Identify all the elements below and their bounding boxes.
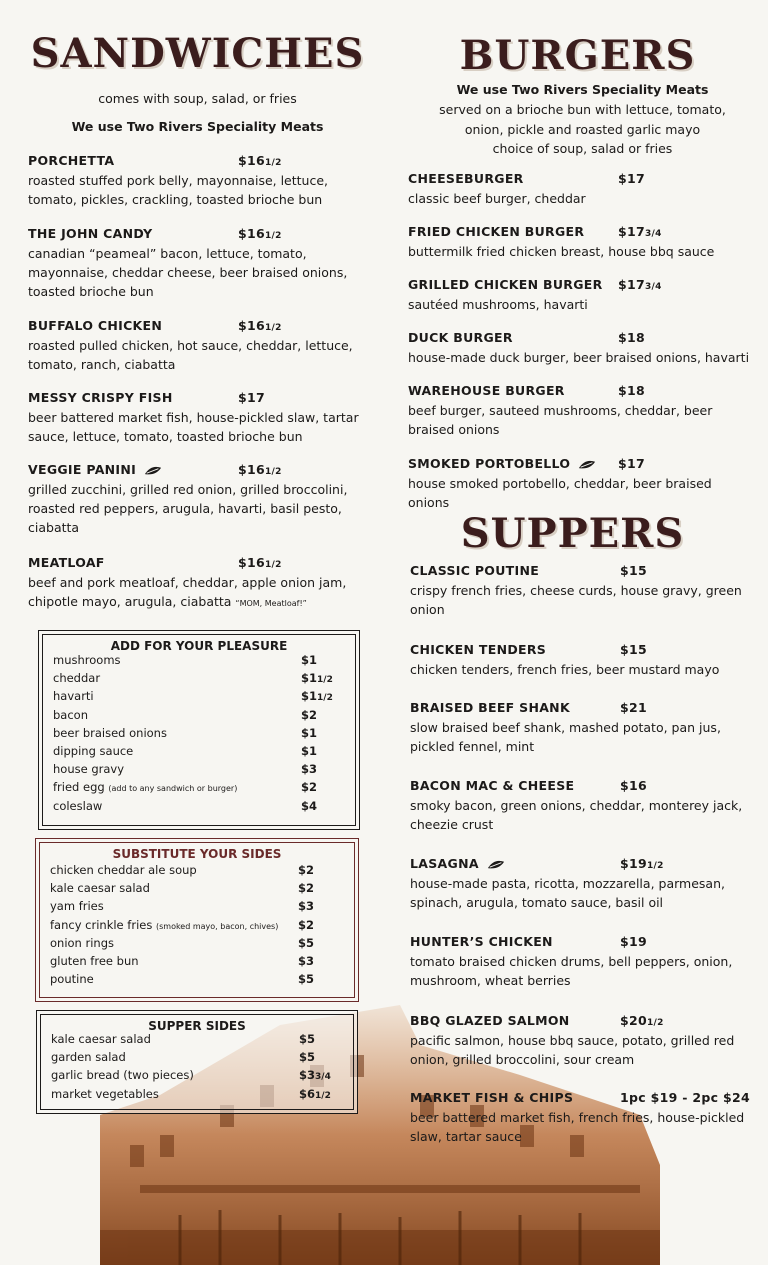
- burgers-meat-note: We use Two Rivers Speciality Meats: [456, 82, 709, 97]
- item-name: CHICKEN TENDERS: [410, 642, 547, 657]
- item-description: chicken tenders, french fries, beer mustard mayo: [410, 662, 720, 677]
- side-price: $1: [301, 653, 318, 667]
- item-name: FRIED CHICKEN BURGER: [408, 224, 585, 239]
- price-fraction: 1/2: [265, 323, 282, 333]
- side-price: $11/2: [301, 689, 333, 704]
- leaf-icon: [578, 460, 596, 469]
- suppers-heading: SUPPERS: [460, 510, 685, 557]
- side-price: $5: [298, 972, 315, 987]
- side-row: [51, 1068, 343, 1086]
- side-label: garlic bread (two pieces): [51, 1068, 194, 1083]
- item-description: house smoked portobello, cheddar, beer braised onions: [408, 476, 712, 510]
- price-fraction: 1/2: [265, 231, 282, 241]
- menu-item: [410, 698, 755, 756]
- item-price: $18: [618, 383, 645, 398]
- item-price: $17: [618, 456, 645, 471]
- item-name: DUCK BURGER: [408, 330, 513, 345]
- item-description: beer battered market fish, house-pickled slaw, tartar sauce, lettuce, tomato, toasted brioche bun: [28, 410, 359, 444]
- side-label: kale caesar salad: [50, 881, 150, 896]
- side-row: [50, 899, 344, 917]
- side-label: kale caesar salad: [51, 1032, 151, 1046]
- menu-item: [410, 854, 755, 912]
- side-price: $1: [301, 744, 318, 758]
- item-name: BRAISED BEEF SHANK: [410, 700, 570, 715]
- side-row: [53, 780, 345, 798]
- side-price: $61/2: [299, 1086, 331, 1101]
- add-box-title: ADD FOR YOUR PLEASURE: [110, 639, 288, 653]
- side-label: coleslaw: [53, 798, 103, 813]
- item-price: $19: [620, 934, 647, 949]
- item-name: CHEESEBURGER: [408, 171, 524, 186]
- item-description: classic beef burger, cheddar: [408, 191, 586, 206]
- side-row: [53, 708, 345, 726]
- burgers-sub-line-1: served on a brioche bun with lettuce, tomato,: [439, 102, 726, 117]
- price-fraction: 1/2: [265, 467, 282, 477]
- side-row: [53, 744, 345, 762]
- item-name: SMOKED PORTOBELLO: [408, 456, 571, 471]
- price-fraction: 3/4: [315, 1072, 331, 1083]
- side-label: fancy crinkle fries: [50, 917, 153, 932]
- side-row: [50, 936, 344, 954]
- item-description: beef burger, sauteed mushrooms, cheddar, beer braised onions: [408, 403, 713, 437]
- item-name: BUFFALO CHICKEN: [28, 318, 163, 333]
- side-row: [50, 972, 344, 990]
- side-label: yam fries: [50, 899, 104, 914]
- menu-item: [28, 553, 368, 613]
- side-label: havarti: [53, 689, 94, 704]
- item-description: slow braised beef shank, mashed potato, pan jus, pickled fennel, mint: [410, 720, 721, 754]
- item-price: $161/2: [238, 462, 282, 477]
- item-name: MEATLOAF: [28, 555, 105, 570]
- item-price: $15: [620, 642, 647, 657]
- side-label: poutine: [50, 972, 94, 987]
- item-description: beer battered market fish, french fries, house-pickled slaw, tartar sauce: [410, 1110, 745, 1144]
- item-price: $173/4: [618, 277, 662, 292]
- side-row: [50, 918, 344, 936]
- add-for-your-pleasure-box: [38, 630, 360, 830]
- side-row: [53, 653, 345, 671]
- menu-item: [408, 169, 753, 208]
- side-price: $3: [298, 899, 315, 914]
- side-price: $1: [301, 725, 318, 740]
- supper-sides-title: SUPPER SIDES: [148, 1019, 246, 1033]
- price-fraction: 3/4: [645, 229, 662, 239]
- sandwiches-heading: SANDWICHES: [30, 30, 365, 77]
- side-label: cheddar: [53, 671, 101, 686]
- item-description: sautéed mushrooms, havarti: [408, 297, 588, 312]
- item-price: $21: [620, 700, 647, 715]
- item-name: BACON MAC & CHEESE: [410, 778, 575, 793]
- item-name: CLASSIC POUTINE: [410, 563, 540, 578]
- menu-item: [408, 328, 753, 367]
- price-fraction: 1/2: [265, 560, 282, 570]
- item-name: THE JOHN CANDY: [28, 226, 153, 241]
- side-row: [53, 762, 345, 780]
- sandwiches-subtitle: comes with soup, salad, or fries: [98, 91, 297, 106]
- substitute-box-title: SUBSTITUTE YOUR SIDES: [112, 847, 282, 861]
- price-fraction: 1/2: [647, 1018, 664, 1028]
- item-name: WAREHOUSE BURGER: [408, 383, 565, 398]
- item-name: BBQ GLAZED SALMON: [410, 1013, 570, 1028]
- side-note: (add to any sandwich or burger): [108, 784, 238, 794]
- item-price: $18: [618, 330, 645, 345]
- price-fraction: 1/2: [647, 861, 664, 871]
- side-price: $5: [298, 935, 315, 950]
- item-price: $173/4: [618, 224, 662, 239]
- side-price: $3: [298, 954, 315, 968]
- side-row: [51, 1087, 343, 1105]
- item-price: $17: [238, 390, 265, 405]
- item-price: $191/2: [620, 856, 664, 871]
- item-description: crispy french fries, cheese curds, house gravy, green onion: [410, 583, 742, 617]
- item-name: PORCHETTA: [28, 153, 115, 168]
- item-name: LASAGNA: [410, 856, 479, 871]
- side-label: garden salad: [51, 1050, 126, 1065]
- side-label: onion rings: [50, 935, 115, 950]
- side-price: $2: [301, 780, 318, 795]
- menu-item: [28, 151, 368, 209]
- item-price: $15: [620, 563, 647, 578]
- side-price: $11/2: [301, 671, 333, 686]
- item-price: $161/2: [238, 153, 282, 168]
- menu-item: [28, 224, 368, 301]
- item-description: tomato braised chicken drums, bell peppers, onion, mushroom, wheat berries: [410, 954, 733, 988]
- side-price: $2: [298, 881, 315, 896]
- item-price: $161/2: [238, 555, 282, 570]
- menu-item: [410, 1011, 755, 1069]
- side-label: market vegetables: [51, 1086, 159, 1101]
- side-label: beer braised onions: [53, 725, 167, 740]
- item-price: $161/2: [238, 318, 282, 333]
- menu-item: [28, 388, 368, 446]
- item-description: grilled zucchini, grilled red onion, grilled broccolini, roasted red peppers, arugula, havarti, basil pesto, ciabatta: [28, 482, 348, 535]
- item-price: 1pc $19 - 2pc $24: [620, 1090, 750, 1105]
- side-price: $4: [301, 798, 318, 813]
- item-name: MARKET FISH & CHIPS: [410, 1090, 574, 1105]
- item-price: $17: [618, 171, 645, 186]
- item-price: $201/2: [620, 1013, 664, 1028]
- price-fraction: 1/2: [315, 1090, 331, 1101]
- menu-item: [408, 454, 753, 512]
- item-description: house-made pasta, ricotta, mozzarella, parmesan, spinach, arugula, tomato sauce, basil oil: [410, 876, 725, 910]
- menu-item: [408, 222, 753, 261]
- leaf-icon: [144, 466, 162, 475]
- side-row: [53, 799, 345, 817]
- burgers-sub-line-2: onion, pickle and roasted garlic mayo: [464, 122, 701, 137]
- side-label: chicken cheddar ale soup: [50, 863, 197, 877]
- item-price: $16: [620, 778, 647, 793]
- price-fraction: 1/2: [317, 675, 333, 686]
- side-row: [53, 671, 345, 689]
- leaf-icon: [487, 860, 505, 869]
- menu-item: [28, 460, 368, 537]
- item-description: house-made duck burger, beer braised onions, havarti: [408, 350, 750, 365]
- substitute-sides-box: [35, 838, 359, 1002]
- item-description: pacific salmon, house bbq sauce, potato, grilled red onion, grilled broccolini, sour cream: [410, 1033, 735, 1067]
- side-row: [53, 726, 345, 744]
- item-name: VEGGIE PANINI: [28, 462, 137, 477]
- burgers-sub-line-3: choice of soup, salad or fries: [492, 141, 673, 156]
- side-row: [53, 689, 345, 707]
- side-price: $2: [298, 917, 315, 932]
- menu-item: [410, 1088, 755, 1146]
- price-fraction: 3/4: [645, 282, 662, 292]
- menu-item: [408, 381, 753, 439]
- side-price: $2: [301, 707, 318, 722]
- side-label: fried egg: [53, 780, 105, 795]
- item-description: roasted stuffed pork belly, mayonnaise, lettuce, tomato, pickles, crackling, toasted brioche bun: [28, 173, 329, 207]
- side-note: (smoked mayo, bacon, chives): [155, 921, 279, 931]
- side-label: dipping sauce: [53, 744, 134, 758]
- side-label: gluten free bun: [50, 954, 139, 968]
- side-price: $3: [301, 762, 318, 777]
- price-fraction: 1/2: [265, 158, 282, 168]
- item-description: buttermilk fried chicken breast, house bbq sauce: [408, 244, 715, 259]
- item-description: roasted pulled chicken, hot sauce, cheddar, lettuce, tomato, ranch, ciabatta: [28, 338, 353, 372]
- item-description: beef and pork meatloaf, cheddar, apple onion jam, chipotle mayo, arugula, ciabatta “MOM, Meatloaf!”: [28, 575, 347, 609]
- burgers-heading: BURGERS: [459, 32, 696, 79]
- supper-sides-box: [36, 1010, 358, 1114]
- menu-item: [410, 776, 755, 834]
- menu-item: [410, 561, 755, 619]
- side-row: [51, 1032, 343, 1050]
- side-row: [50, 863, 344, 881]
- side-price: $5: [299, 1050, 316, 1065]
- side-label: mushrooms: [53, 653, 121, 667]
- side-row: [50, 954, 344, 972]
- menu-item: [28, 316, 368, 374]
- item-description: canadian “peameal” bacon, lettuce, tomato, mayonnaise, cheddar cheese, beer braised onions, toasted brioche bun: [28, 246, 348, 299]
- side-row: [50, 881, 344, 899]
- menu-item: [408, 275, 753, 314]
- side-price: $5: [299, 1032, 316, 1046]
- side-price: $33/4: [299, 1068, 331, 1083]
- price-fraction: 1/2: [317, 693, 333, 704]
- menu-item: [410, 640, 755, 679]
- item-description: smoky bacon, green onions, cheddar, monterey jack, cheezie crust: [410, 798, 743, 832]
- side-row: [51, 1050, 343, 1068]
- side-label: bacon: [53, 707, 88, 722]
- item-name: GRILLED CHICKEN BURGER: [408, 277, 603, 292]
- menu-item: [410, 932, 755, 990]
- item-note: “MOM, Meatloaf!”: [235, 599, 307, 608]
- item-price: $161/2: [238, 226, 282, 241]
- side-price: $2: [298, 863, 315, 877]
- side-label: house gravy: [53, 762, 125, 777]
- item-name: MESSY CRISPY FISH: [28, 390, 173, 405]
- item-name: HUNTER’S CHICKEN: [410, 934, 553, 949]
- sandwiches-meat-note: We use Two Rivers Speciality Meats: [71, 119, 324, 134]
